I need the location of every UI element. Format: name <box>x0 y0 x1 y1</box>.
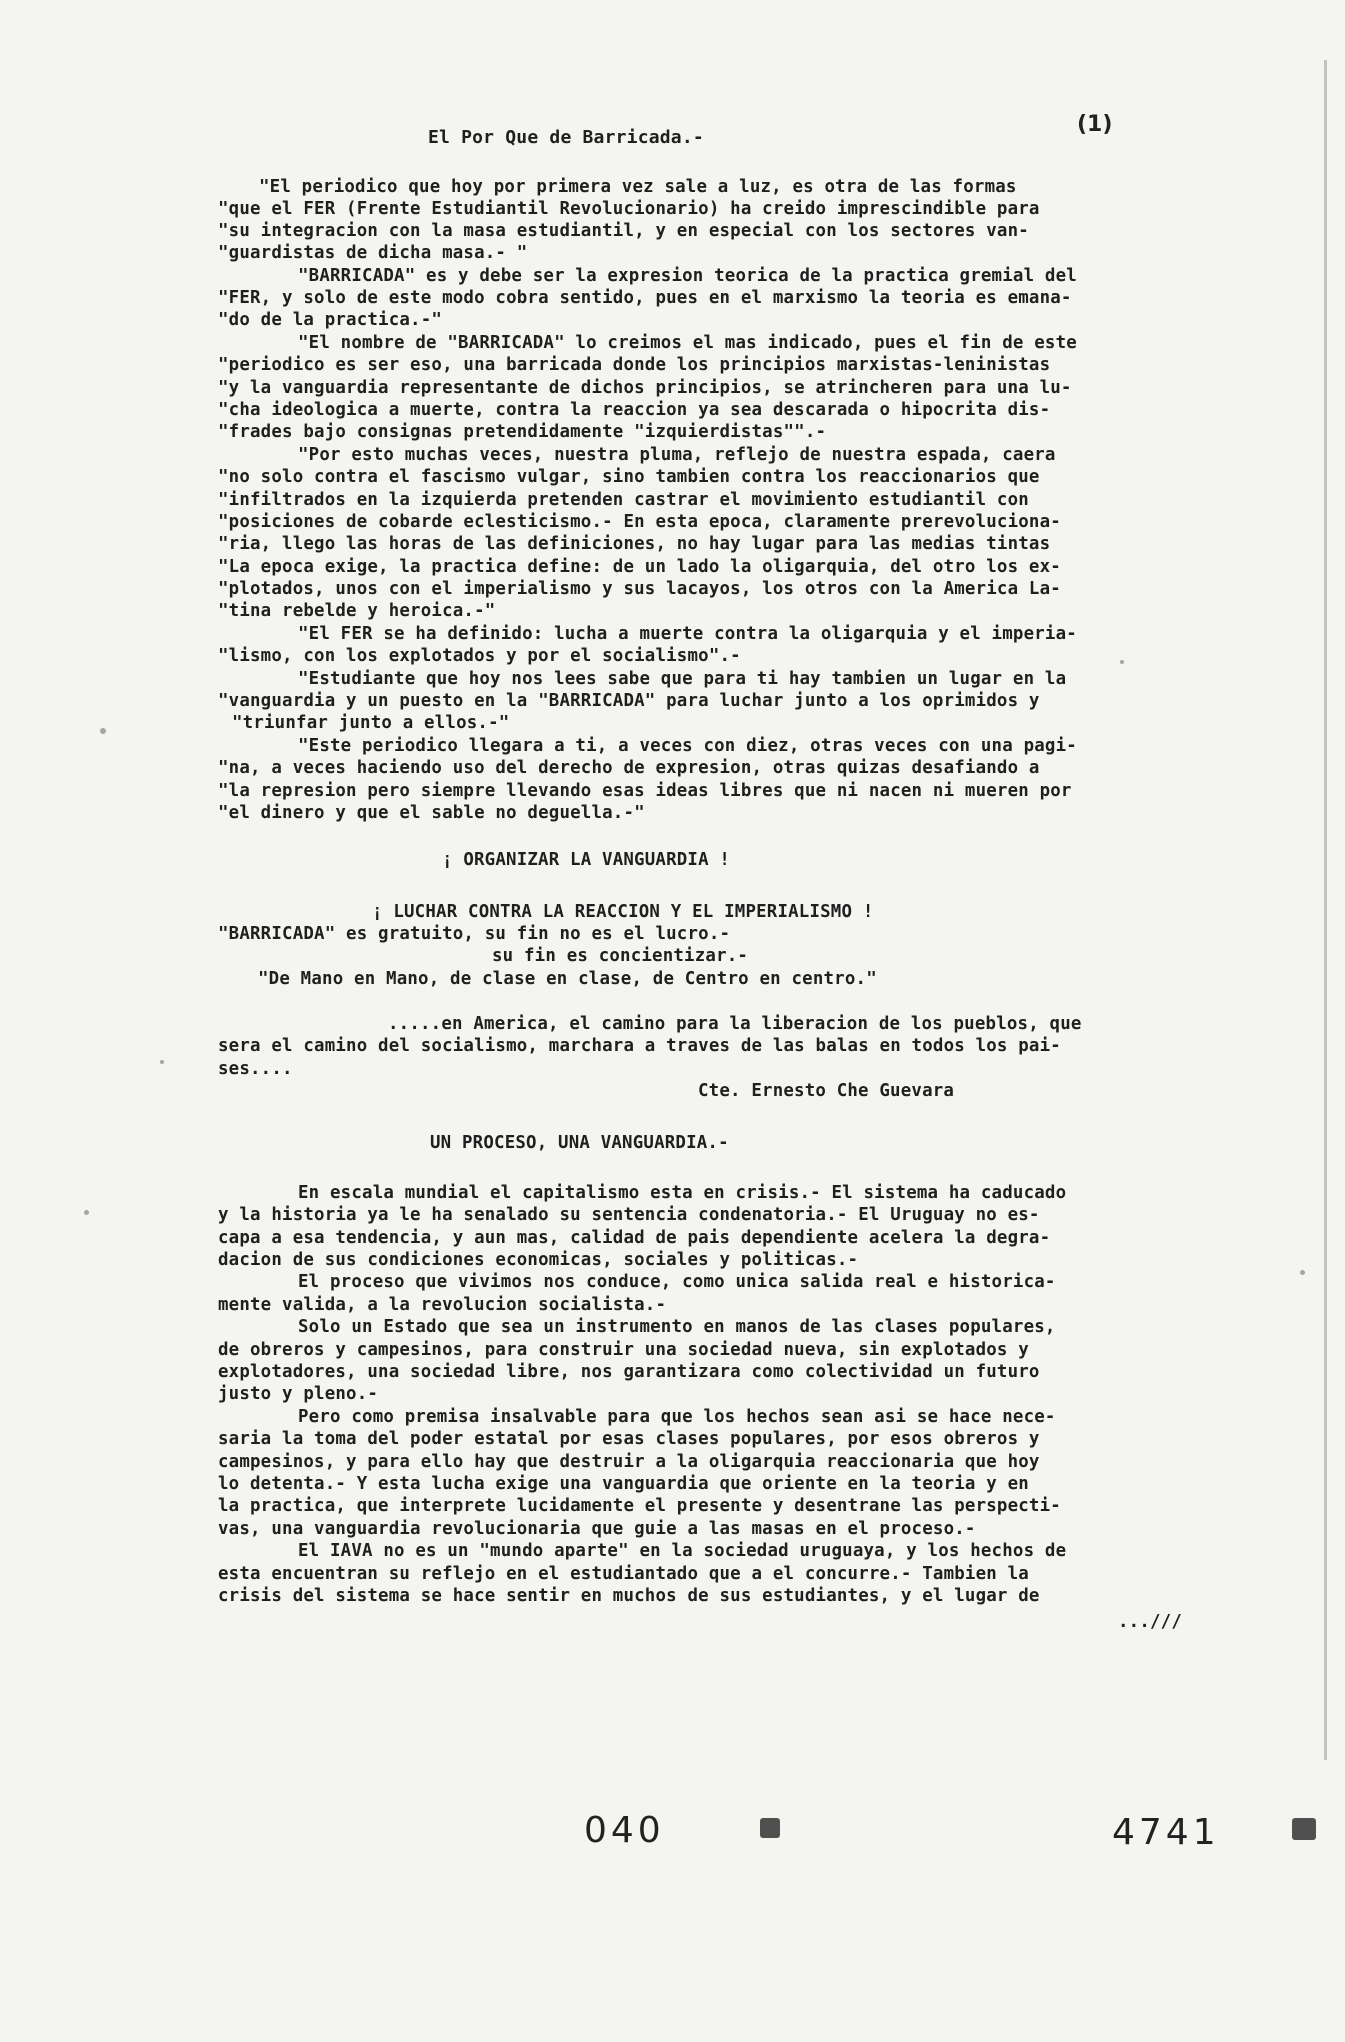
document-title: El Por Que de Barricada.- <box>428 127 704 148</box>
body-line: "el dinero y que el sable no deguella.-" <box>218 803 645 823</box>
stamp-number-left: 040 <box>584 1810 665 1851</box>
body-line: "plotados, unos con el imperialismo y sus lacayos, los otros con la America La- <box>218 579 1061 599</box>
quote-line: ses.... <box>218 1059 293 1079</box>
scan-speck <box>84 1210 89 1215</box>
stamp-number-right: 4741 <box>1112 1812 1220 1853</box>
body-line: "no solo contra el fascismo vulgar, sino tambien contra los reaccionarios que <box>218 467 1040 487</box>
body-line: "La epoca exige, la practica define: de un lado la oligarquia, del otro los ex- <box>218 557 1061 577</box>
body-line: "na, a veces haciendo uso del derecho de expresion, otras quizas desafiando a <box>218 758 1040 778</box>
free-line: "De Mano en Mano, de clase en clase, de Centro en centro." <box>258 969 877 989</box>
section-line: explotadores, una sociedad libre, nos garantizara como colectividad un futuro <box>218 1362 1040 1382</box>
section-line: de obreros y campesinos, para construir una sociedad nueva, sin explotados y <box>218 1340 1029 1360</box>
body-line: "El periodico que hoy por primera vez sale a luz, es otra de las formas <box>259 177 1017 197</box>
section-line: capa a esa tendencia, y aun mas, calidad de pais dependiente acelera la degra- <box>218 1228 1051 1248</box>
section-line: saria la toma del poder estatal por esas clases populares, por esos obreros y <box>218 1429 1040 1449</box>
continuation-mark: .../// <box>1118 1612 1183 1632</box>
body-line: "vanguardia y un puesto en la "BARRICADA" para luchar junto a los oprimidos y <box>218 691 1040 711</box>
free-line: su fin es concientizar.- <box>492 946 749 966</box>
body-line: "periodico es ser eso, una barricada donde los principios marxistas-leninistas <box>218 355 1051 375</box>
body-line: "la represion pero siempre llevando esas ideas libres que ni nacen ni mueren por <box>218 781 1072 801</box>
body-line: "El nombre de "BARRICADA" lo creimos el mas indicado, pues el fin de este <box>298 333 1077 353</box>
section-heading: UN PROCESO, UNA VANGUARDIA.- <box>430 1133 729 1153</box>
body-line: "ria, llego las horas de las definiciones, no hay lugar para las medias tintas <box>218 534 1051 554</box>
section-line: mente valida, a la revolucion socialista.- <box>218 1295 667 1315</box>
page-number: (1) <box>1077 112 1113 137</box>
body-line: "do de la practica.-" <box>218 310 443 330</box>
section-line: y la historia ya le ha senalado su sentencia condenatoria.- El Uruguay no es- <box>218 1205 1040 1225</box>
section-line: esta encuentran su reflejo en el estudiantado que a el concurre.- Tambien la <box>218 1564 1029 1584</box>
section-line: El IAVA no es un "mundo aparte" en la sociedad uruguaya, y los hechos de <box>298 1541 1067 1561</box>
section-line: vas, una vanguardia revolucionaria que guie a las masas en el proceso.- <box>218 1519 976 1539</box>
scan-speck <box>1120 660 1124 664</box>
body-line: "su integracion con la masa estudiantil, y en especial con los sectores van- <box>218 221 1029 241</box>
scan-speck <box>1300 1270 1305 1275</box>
body-line: "infiltrados en la izquierda pretenden castrar el movimiento estudiantil con <box>218 490 1029 510</box>
body-line: "El FER se ha definido: lucha a muerte contra la oligarquia y el imperia- <box>298 624 1077 644</box>
scan-edge-mark <box>1324 60 1327 1760</box>
section-line: lo detenta.- Y esta lucha exige una vanguardia que oriente en la teoria y en <box>218 1474 1029 1494</box>
body-line: "Este periodico llegara a ti, a veces con diez, otras veces con una pagi- <box>298 736 1077 756</box>
body-line: "FER, y solo de este modo cobra sentido, pues en el marxismo la teoria es emana- <box>218 288 1072 308</box>
section-line: justo y pleno.- <box>218 1384 379 1404</box>
body-line: "guardistas de dicha masa.- " <box>218 243 528 263</box>
ink-smudge <box>1292 1818 1316 1840</box>
quote-author: Cte. Ernesto Che Guevara <box>698 1081 955 1101</box>
body-line: "triunfar junto a ellos.-" <box>232 713 510 733</box>
body-line: "frades bajo consignas pretendidamente "izquierdistas"".- <box>218 422 827 442</box>
body-line: "que el FER (Frente Estudiantil Revolucionario) ha creido imprescindible para <box>218 199 1040 219</box>
quote-line: .....en America, el camino para la liberacion de los pueblos, que <box>388 1014 1082 1034</box>
quote-line: sera el camino del socialismo, marchara a traves de las balas en todos los pai- <box>218 1036 1061 1056</box>
section-line: crisis del sistema se hace sentir en muchos de sus estudiantes, y el lugar de <box>218 1586 1040 1606</box>
slogan-organizar: ¡ ORGANIZAR LA VANGUARDIA ! <box>442 850 731 870</box>
body-line: "cha ideologica a muerte, contra la reaccion ya sea descarada o hipocrita dis- <box>218 400 1051 420</box>
body-line: "lismo, con los explotados y por el socialismo".- <box>218 646 741 666</box>
body-line: "tina rebelde y heroica.-" <box>218 601 496 621</box>
scan-speck <box>100 728 106 734</box>
ink-smudge <box>760 1818 780 1838</box>
body-line: "posiciones de cobarde eclesticismo.- En esta epoca, claramente prerevoluciona- <box>218 512 1061 532</box>
section-line: dacion de sus condiciones economicas, sociales y politicas.- <box>218 1250 859 1270</box>
body-line: "Estudiante que hoy nos lees sabe que para ti hay tambien un lugar en la <box>298 669 1067 689</box>
section-line: El proceso que vivimos nos conduce, como unica salida real e historica- <box>298 1272 1056 1292</box>
body-line: "Por esto muchas veces, nuestra pluma, reflejo de nuestra espada, caera <box>298 445 1056 465</box>
body-line: "y la vanguardia representante de dichos principios, se atrincheren para una lu- <box>218 378 1072 398</box>
body-line: "BARRICADA" es y debe ser la expresion teorica de la practica gremial del <box>298 266 1077 286</box>
section-line: campesinos, y para ello hay que destruir a la oligarquia reaccionaria que hoy <box>218 1452 1040 1472</box>
scan-speck <box>160 1060 164 1064</box>
section-line: Solo un Estado que sea un instrumento en manos de las clases populares, <box>298 1317 1056 1337</box>
slogan-luchar: ¡ LUCHAR CONTRA LA REACCION Y EL IMPERIALISMO ! <box>372 902 874 922</box>
section-line: Pero como premisa insalvable para que los hechos sean asi se hace nece- <box>298 1407 1056 1427</box>
section-line: la practica, que interprete lucidamente el presente y desentrane las perspecti- <box>218 1496 1061 1516</box>
section-line: En escala mundial el capitalismo esta en crisis.- El sistema ha caducado <box>298 1183 1067 1203</box>
free-line: "BARRICADA" es gratuito, su fin no es el lucro.- <box>218 924 731 944</box>
